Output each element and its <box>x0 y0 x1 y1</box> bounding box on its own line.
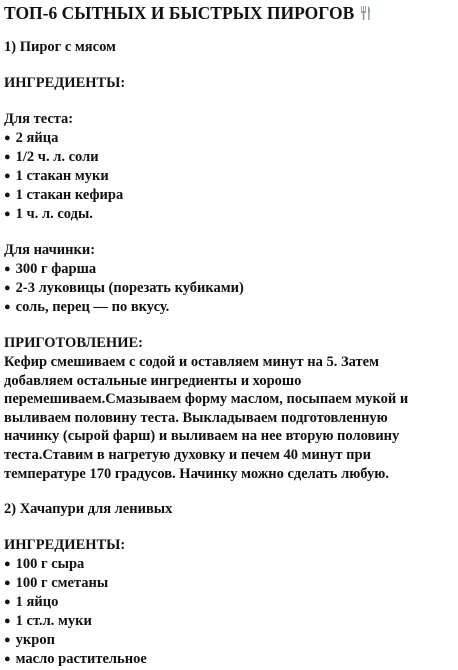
list-item: ● 1 ст.л. муки <box>4 612 456 631</box>
prep-label: ПРИГОТОВЛЕНИЕ: <box>4 335 143 351</box>
list-item: ● масло растительное <box>4 650 456 669</box>
fork-knife-icon <box>360 5 372 21</box>
prep-line: начинку (сырой фарш) и выливаем на нее вторую половину <box>4 428 400 445</box>
list-item: ● 2-3 луковицы (порезать кубиками) <box>4 279 456 298</box>
list-item: ● 1 яйцо <box>4 593 456 612</box>
recipe-2-ingredients-label: ИНГРЕДИЕНТЫ: <box>4 537 126 554</box>
list-item: ● 100 г сыра <box>4 555 456 574</box>
list-item: ● 100 г сметаны <box>4 574 456 593</box>
prep-paragraph <box>4 353 456 483</box>
list-item: ● 1 ч. л. соды. <box>4 205 456 224</box>
prep-line: перемешиваем.Смазываем форму маслом, посыпаем мукой и <box>4 391 409 408</box>
list-item: ● укроп <box>4 631 456 650</box>
dough-list <box>4 129 456 224</box>
recipe-2-heading: 2) Хачапури для ленивых <box>4 501 173 518</box>
dough-label: Для теста: <box>4 111 74 127</box>
list-item: ● 1/2 ч. л. соли <box>4 148 456 167</box>
filling-label: Для начинки: <box>4 242 96 258</box>
list-item: ● 2 яйца <box>4 129 456 148</box>
prep-line: Кефир смешиваем с содой и оставляем минут на 5. Затем <box>4 354 379 370</box>
prep-line: температуре 170 градусов. Начинку можно сделать любую. <box>4 465 389 482</box>
prep-line: добавляем остальные ингредиенты и хорошо <box>4 372 302 389</box>
article-title-row <box>4 2 456 24</box>
recipe-article <box>4 2 456 669</box>
recipe-1-ingredients-label: ИНГРЕДИЕНТЫ: <box>4 75 126 91</box>
list-item: ● 1 стакан кефира <box>4 186 456 205</box>
list-item: ● 1 стакан муки <box>4 167 456 186</box>
filling-list <box>4 260 456 317</box>
prep-line: теста.Ставим в нагретую духовку и печем 40 минут при <box>4 446 371 463</box>
list-item: ● соль, перец — по вкусу. <box>4 298 456 317</box>
recipe-2-ingredient-list <box>4 555 456 669</box>
list-item: ● 300 г фарша <box>4 260 456 279</box>
recipe-1-heading: 1) Пирог с мясом <box>4 39 116 55</box>
prep-line: выливаем половину теста. Выкладываем подготовленную <box>4 409 388 426</box>
article-title: ТОП-6 СЫТНЫХ И БЫСТРЫХ ПИРОГОВ <box>4 3 355 23</box>
